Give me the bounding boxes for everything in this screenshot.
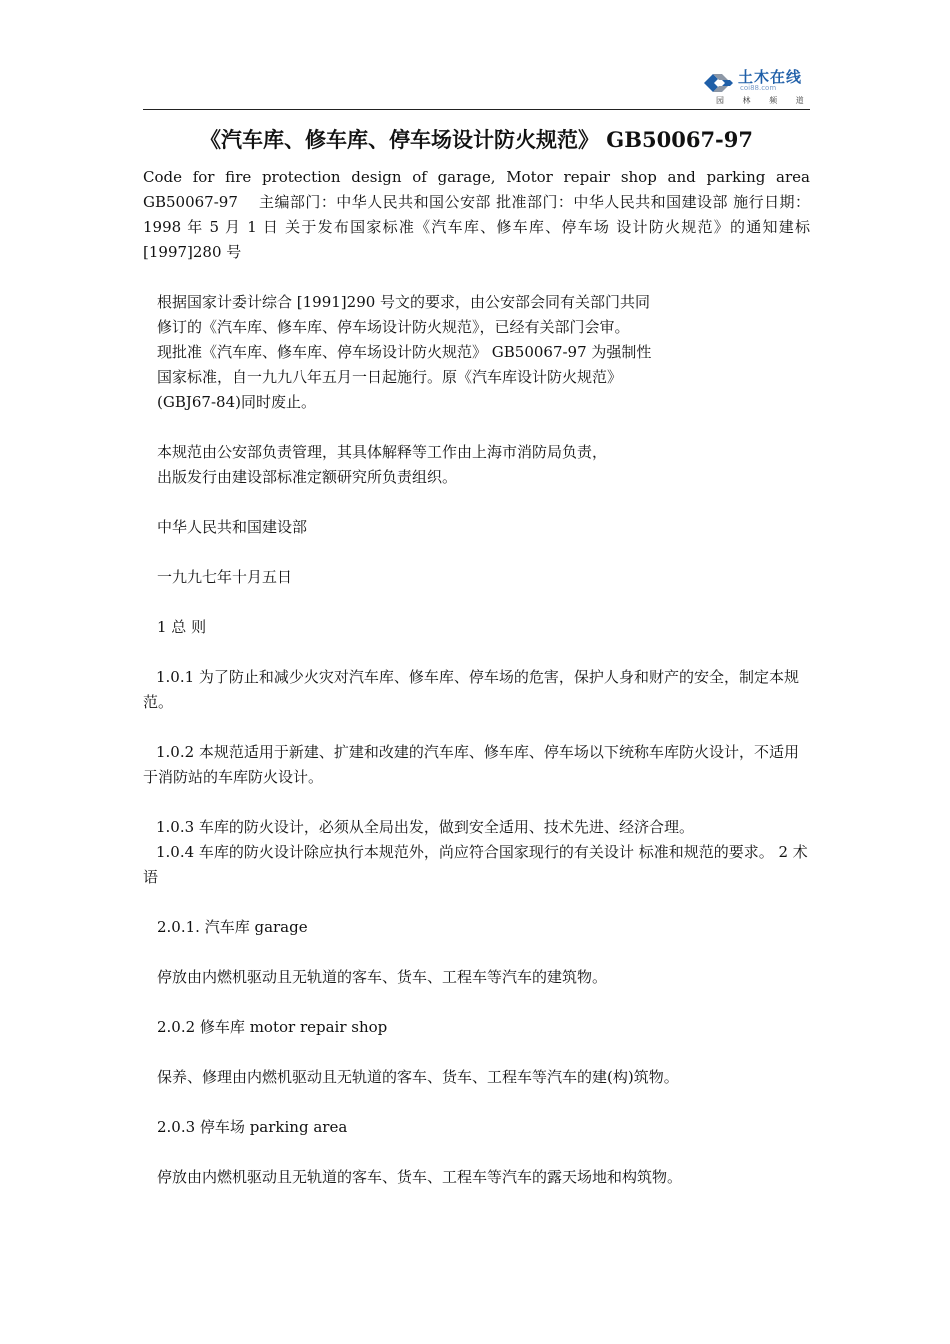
- intro-paragraph: Code for fire protection design of garage, Motor repair shop and parking area GB50067-97 主编部门：中华人民共和国公安部 批准部门：中华人民共和国建设部 施行日期： 1998 年 5 月 1 日 关于发布国家标准《汽车库、修车库、停车场 设计防火规范》的通知建标[1997]280 号: [143, 168, 810, 261]
- document-title: 《汽车库、修车库、停车场设计防火规范》 GB50067-97: [200, 127, 753, 152]
- notice-line: 国家标准，自一九九八年五月一日起施行。原《汽车库设计防火规范》: [157, 368, 623, 386]
- header-divider: [143, 109, 810, 110]
- term-definition: 保养、修理由内燃机驱动且无轨道的客车、货车、工程车等汽车的建(构)筑物。: [157, 1068, 679, 1086]
- logo-title: 土木在线: [738, 68, 803, 86]
- term-2-0-3: 2.0.3 停车场 parking area: [157, 1118, 348, 1136]
- notice-line: 现批准《汽车库、修车库、停车场设计防火规范》 GB50067-97 为强制性: [157, 343, 652, 361]
- term-definition: 停放由内燃机驱动且无轨道的客车、货车、工程车等汽车的露天场地和构筑物。: [157, 1168, 683, 1186]
- clause-1-0-3: 1.0.3 车库的防火设计，必须从全局出发，做到安全适用、技术先进、经济合理。: [156, 818, 694, 836]
- notice-line: 根据国家计委计综合 [1991]290 号文的要求，由公安部会同有关部门共同: [157, 293, 651, 311]
- notice-line: (GBJ67-84)同时废止。: [157, 393, 316, 411]
- term-2-0-2: 2.0.2 修车库 motor repair shop: [157, 1018, 388, 1036]
- logo-diamond-icon: [702, 68, 736, 98]
- clause-1-0-4: 1.0.4 车库的防火设计除应执行本规范外，尚应符合国家现行的有关设计 标准和规范的要求。 2 术 语: [143, 843, 808, 886]
- clause-1-0-2: 1.0.2 本规范适用于新建、扩建和改建的汽车库、修车库、停车场以下统称车库防火设计，不适用于消防站的车库防火设计。: [143, 743, 799, 786]
- site-logo[interactable]: [702, 66, 812, 108]
- document-body: [143, 165, 810, 1190]
- issuer: 中华人民共和国建设部: [157, 518, 308, 536]
- logo-domain: coi88.com: [740, 84, 777, 92]
- logo-channel: 园 林 频 道: [716, 96, 812, 105]
- notice-paragraph-1: [143, 290, 810, 415]
- term-definition: 停放由内燃机驱动且无轨道的客车、货车、工程车等汽车的建筑物。: [157, 968, 608, 986]
- clause-1-0-1: 1.0.1 为了防止和减少火灾对汽车库、修车库、停车场的危害，保护人身和财产的安全，制定本规范。: [143, 668, 799, 711]
- issue-date: 一九九七年十月五日: [157, 568, 293, 586]
- notice-line: 本规范由公安部负责管理，其具体解释等工作由上海市消防局负责，: [157, 443, 608, 461]
- term-2-0-1: 2.0.1. 汽车库 garage: [157, 918, 308, 936]
- notice-line: 修订的《汽车库、修车库、停车场设计防火规范》，已经有关部门会审。: [157, 318, 630, 336]
- chapter-heading: 1 总 则: [157, 618, 207, 636]
- notice-paragraph-2: [143, 440, 810, 490]
- notice-line: 出版发行由建设部标准定额研究所负责组织。: [157, 468, 458, 486]
